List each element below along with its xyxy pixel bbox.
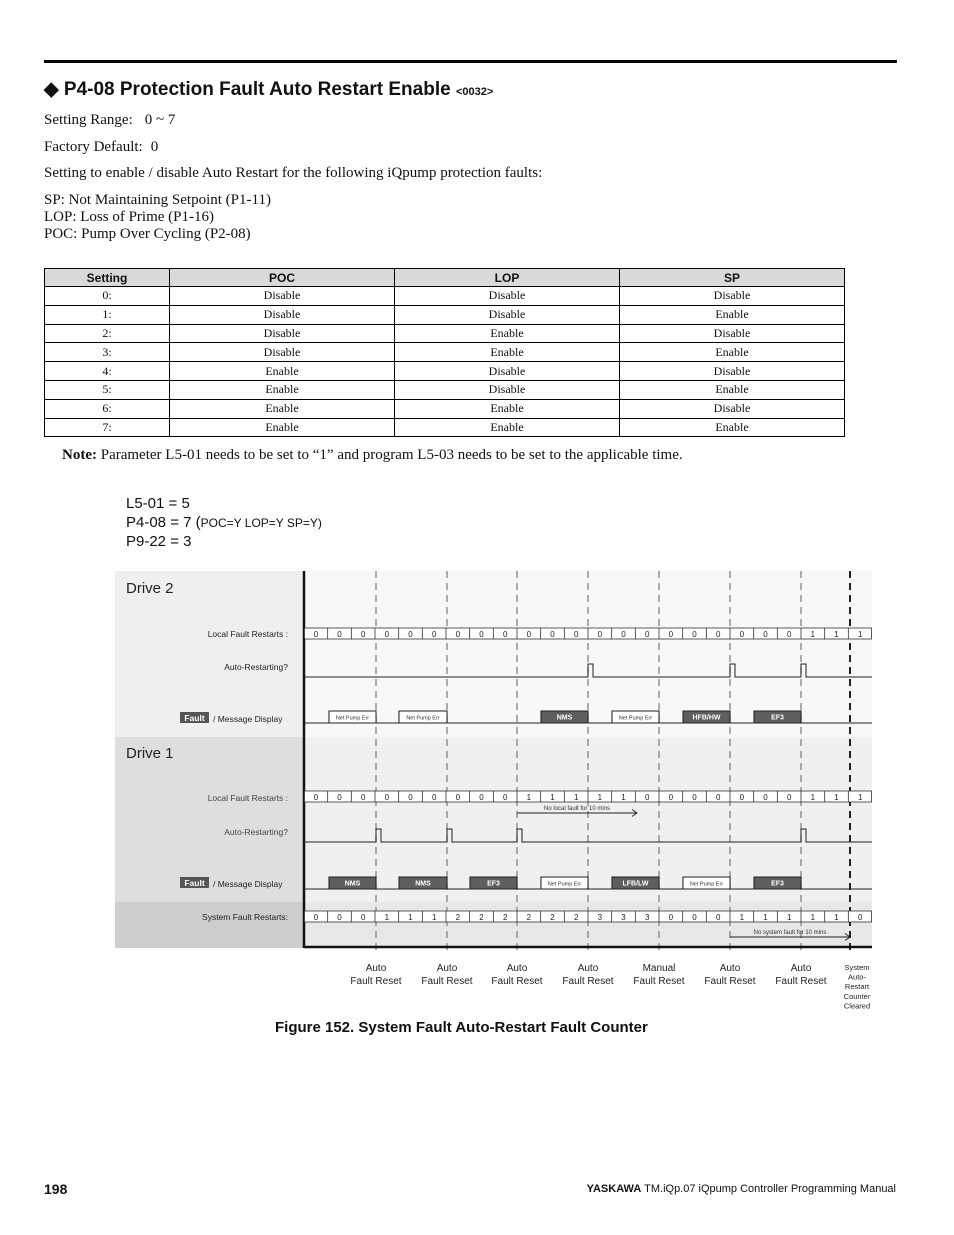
drive2-count-value: 0 bbox=[431, 630, 437, 639]
event-label: Auto bbox=[506, 963, 528, 974]
drive1-count-value: 1 bbox=[857, 793, 863, 802]
table-cell: Enable bbox=[395, 399, 620, 418]
table-cell: Enable bbox=[395, 324, 620, 343]
drive2-message-text: EF3 bbox=[771, 714, 784, 722]
header-sp: SP bbox=[620, 269, 845, 287]
drive1-count-value: 0 bbox=[692, 793, 697, 802]
table-cell: Enable bbox=[170, 380, 395, 399]
system-count-value: 0 bbox=[715, 913, 721, 922]
drive2-count-value: 0 bbox=[786, 630, 792, 639]
description-text: Setting to enable / disable Auto Restart for the following iQpump protection faults: bbox=[44, 165, 543, 181]
table-cell: 1: bbox=[45, 305, 170, 324]
table-cell: Enable bbox=[170, 418, 395, 437]
system-count-value: 2 bbox=[455, 913, 461, 922]
drive2-count-value: 0 bbox=[597, 630, 603, 639]
drive2-local-label: Local Fault Restarts : bbox=[207, 629, 288, 639]
table-cell: Enable bbox=[395, 418, 620, 437]
drive1-message-text: Net Pump Err bbox=[547, 881, 582, 888]
drive1-message-text: EF3 bbox=[771, 880, 784, 888]
event-label: Auto bbox=[577, 963, 599, 974]
system-count-value: 3 bbox=[644, 913, 650, 922]
drive1-count-value: 1 bbox=[550, 793, 555, 802]
drive2-message-label: / Message Display bbox=[213, 714, 283, 724]
drive1-title: Drive 1 bbox=[126, 745, 174, 762]
system-count-value: 2 bbox=[479, 913, 484, 922]
setting-range-label: Setting Range: bbox=[44, 112, 133, 128]
drive2-fault-tag: Fault bbox=[184, 713, 205, 723]
drive1-count-value: 0 bbox=[337, 793, 342, 802]
drive1-count-value: 0 bbox=[384, 793, 390, 802]
setting-range-value: 0 ~ 7 bbox=[144, 112, 176, 128]
drive2-count-value: 0 bbox=[644, 630, 650, 639]
fault-sp: SP: Not Maintaining Setpoint (P1-11) bbox=[44, 192, 271, 208]
table-cell: Enable bbox=[620, 418, 845, 437]
footer-manual: TM.iQp.07 iQpump Controller Programming Manual bbox=[644, 1183, 896, 1195]
drive2-auto-label: Auto-Restarting? bbox=[224, 662, 288, 672]
drive1-message-text: NMS bbox=[344, 880, 361, 888]
drive2-count-value: 0 bbox=[526, 630, 532, 639]
drive1-count-value: 1 bbox=[597, 793, 603, 802]
drive1-count-value: 0 bbox=[408, 793, 413, 802]
drive2-count-value: 1 bbox=[810, 630, 816, 639]
table-cell: 4: bbox=[45, 362, 170, 381]
table-cell: 7: bbox=[45, 418, 170, 437]
table-cell: Disable bbox=[620, 324, 845, 343]
drive2-count-value: 0 bbox=[621, 630, 626, 639]
drive1-count-value: 0 bbox=[763, 793, 768, 802]
param-p408-detail: POC=Y LOP=Y SP=Y) bbox=[200, 516, 322, 530]
param-l501: L5-01 = 5 bbox=[126, 495, 190, 512]
event-label: Auto bbox=[365, 963, 387, 974]
drive2-count-value: 0 bbox=[408, 630, 413, 639]
drive1-message-label: / Message Display bbox=[213, 879, 283, 889]
drive1-local-label: Local Fault Restarts : bbox=[207, 793, 288, 803]
event-label: Manual bbox=[642, 963, 676, 974]
event-label: Fault Reset bbox=[491, 976, 543, 987]
event-label: Cleared bbox=[843, 1001, 871, 1011]
table-cell: Disable bbox=[170, 343, 395, 362]
system-count-value: 1 bbox=[834, 913, 839, 922]
table-cell: Enable bbox=[620, 380, 845, 399]
system-count-value: 2 bbox=[502, 913, 508, 922]
fault-lop: LOP: Loss of Prime (P1-16) bbox=[44, 209, 214, 225]
drive1-count-value: 1 bbox=[573, 793, 579, 802]
drive2-count-value: 0 bbox=[692, 630, 697, 639]
event-label: System bbox=[844, 963, 870, 972]
drive1-count-value: 0 bbox=[455, 793, 461, 802]
signal-area bbox=[304, 571, 872, 948]
drive2-count-value: 0 bbox=[715, 630, 721, 639]
drive2-count-value: 0 bbox=[550, 630, 555, 639]
drive1-count-value: 1 bbox=[834, 793, 839, 802]
drive1-count-value: 0 bbox=[786, 793, 792, 802]
event-label: Fault Reset bbox=[633, 976, 685, 987]
drive2-message-text: HFB/HW bbox=[692, 714, 721, 722]
event-label: Fault Reset bbox=[704, 976, 756, 987]
drive1-count-value: 0 bbox=[715, 793, 721, 802]
system-count-value: 0 bbox=[857, 913, 863, 922]
system-count-value: 1 bbox=[384, 913, 390, 922]
drive2-count-value: 0 bbox=[668, 630, 674, 639]
table-cell: Enable bbox=[620, 305, 845, 324]
event-label: Counter bbox=[843, 991, 871, 1001]
system-count-value: 0 bbox=[337, 913, 342, 922]
system-count-value: 0 bbox=[692, 913, 697, 922]
drive1-ten-minute-text: No local fault for 10 mins bbox=[543, 806, 611, 812]
event-label: Fault Reset bbox=[421, 976, 473, 987]
header-poc: POC bbox=[170, 269, 395, 287]
parameter-code: <0032> bbox=[455, 86, 494, 98]
drive2-count-value: 0 bbox=[360, 630, 366, 639]
factory-default-value: 0 bbox=[150, 139, 159, 155]
drive1-count-value: 1 bbox=[621, 793, 626, 802]
drive2-count-value: 0 bbox=[313, 630, 319, 639]
system-count-value: 1 bbox=[739, 913, 745, 922]
table-cell: 3: bbox=[45, 343, 170, 362]
drive1-message-text: Net Pump Err bbox=[689, 881, 724, 888]
drive2-message-text: Net Pump Err bbox=[335, 715, 370, 722]
system-count-value: 1 bbox=[763, 913, 768, 922]
table-cell: Enable bbox=[620, 343, 845, 362]
table-cell: Enable bbox=[395, 343, 620, 362]
system-count-value: 1 bbox=[431, 913, 437, 922]
drive1-count-value: 0 bbox=[739, 793, 745, 802]
table-cell: Disable bbox=[395, 287, 620, 306]
drive1-count-value: 0 bbox=[431, 793, 437, 802]
event-label: Fault Reset bbox=[350, 976, 402, 987]
drive2-count-value: 0 bbox=[573, 630, 579, 639]
drive1-message-text: NMS bbox=[415, 880, 431, 888]
drive1-auto-label: Auto-Restarting? bbox=[224, 827, 288, 837]
drive1-message-text: LFB/LW bbox=[622, 880, 649, 888]
table-cell: Enable bbox=[170, 399, 395, 418]
event-label: Fault Reset bbox=[775, 976, 827, 987]
drive2-count-value: 0 bbox=[763, 630, 768, 639]
table-cell: Disable bbox=[170, 287, 395, 306]
note-label: Note: bbox=[62, 447, 97, 463]
drive2-message-text: NMS bbox=[556, 714, 573, 722]
fault-poc: POC: Pump Over Cycling (P2-08) bbox=[44, 226, 251, 242]
table-cell: Disable bbox=[620, 362, 845, 381]
diamond-bullet-icon: ◆ bbox=[44, 79, 59, 100]
note-text: Parameter L5-01 needs to be set to “1” and program L5-03 needs to be set to the applicable time. bbox=[100, 447, 683, 463]
system-count-value: 0 bbox=[313, 913, 319, 922]
event-label: Restart bbox=[844, 982, 870, 992]
table-cell: Enable bbox=[170, 362, 395, 381]
drive1-count-value: 0 bbox=[313, 793, 319, 802]
system-count-value: 3 bbox=[621, 913, 626, 922]
param-p408-main: P4-08 = 7 ( bbox=[126, 514, 201, 531]
table-cell: Disable bbox=[395, 305, 620, 324]
drive2-count-value: 0 bbox=[502, 630, 508, 639]
table-cell: Disable bbox=[395, 362, 620, 381]
param-p922: P9-22 = 3 bbox=[126, 533, 192, 550]
drive1-count-value: 0 bbox=[502, 793, 508, 802]
table-cell: 0: bbox=[45, 287, 170, 306]
system-count-value: 3 bbox=[597, 913, 603, 922]
table-cell: Disable bbox=[170, 324, 395, 343]
drive2-message-text: Net Pump Err bbox=[618, 715, 653, 722]
page-number: 198 bbox=[44, 1181, 68, 1197]
drive1-message-text: EF3 bbox=[487, 880, 500, 888]
table-cell: 6: bbox=[45, 399, 170, 418]
table-cell: Disable bbox=[620, 399, 845, 418]
system-count-value: 2 bbox=[573, 913, 579, 922]
drive1-count-value: 0 bbox=[360, 793, 366, 802]
section-title: P4-08 Protection Fault Auto Restart Enable bbox=[63, 79, 451, 100]
system-count-value: 0 bbox=[360, 913, 366, 922]
drive2-count-value: 1 bbox=[834, 630, 839, 639]
event-label: Fault Reset bbox=[562, 976, 614, 987]
drive2-count-value: 0 bbox=[337, 630, 342, 639]
header-lop: LOP bbox=[395, 269, 620, 287]
drive2-count-value: 0 bbox=[739, 630, 745, 639]
system-count-value: 2 bbox=[550, 913, 555, 922]
system-count-value: 1 bbox=[786, 913, 792, 922]
footer-manual-title bbox=[587, 1183, 896, 1195]
drive2-count-value: 0 bbox=[479, 630, 484, 639]
system-ten-minute-text: No system fault for 10 mins bbox=[753, 930, 827, 936]
event-label: Auto bbox=[436, 963, 458, 974]
table-cell: Disable bbox=[620, 287, 845, 306]
drive2-count-value: 0 bbox=[384, 630, 390, 639]
header-setting: Setting bbox=[45, 269, 170, 287]
figure-caption: Figure 152. System Fault Auto-Restart Fault Counter bbox=[275, 1019, 648, 1036]
drive1-count-value: 0 bbox=[644, 793, 650, 802]
factory-default-label: Factory Default: bbox=[44, 139, 143, 155]
footer-brand: YASKAWA bbox=[586, 1183, 642, 1195]
table-cell: 5: bbox=[45, 380, 170, 399]
event-label: Auto bbox=[719, 963, 741, 974]
event-label: Auto bbox=[790, 963, 812, 974]
system-count-value: 1 bbox=[408, 913, 413, 922]
drive1-count-value: 1 bbox=[810, 793, 816, 802]
drive2-message-text: Net Pump Err bbox=[406, 715, 440, 722]
system-label: System Fault Restarts: bbox=[202, 912, 288, 922]
drive2-count-value: 0 bbox=[455, 630, 461, 639]
drive1-count-value: 0 bbox=[479, 793, 484, 802]
system-count-value: 0 bbox=[668, 913, 674, 922]
table-cell: 2: bbox=[45, 324, 170, 343]
drive1-fault-tag: Fault bbox=[184, 878, 205, 888]
drive2-title: Drive 2 bbox=[126, 580, 174, 597]
system-count-value: 2 bbox=[526, 913, 532, 922]
table-cell: Disable bbox=[170, 305, 395, 324]
table-cell: Disable bbox=[395, 380, 620, 399]
drive1-count-value: 1 bbox=[526, 793, 532, 802]
drive2-count-value: 1 bbox=[857, 630, 863, 639]
drive1-count-value: 0 bbox=[668, 793, 674, 802]
system-count-value: 1 bbox=[810, 913, 816, 922]
event-label: Auto- bbox=[848, 972, 866, 982]
